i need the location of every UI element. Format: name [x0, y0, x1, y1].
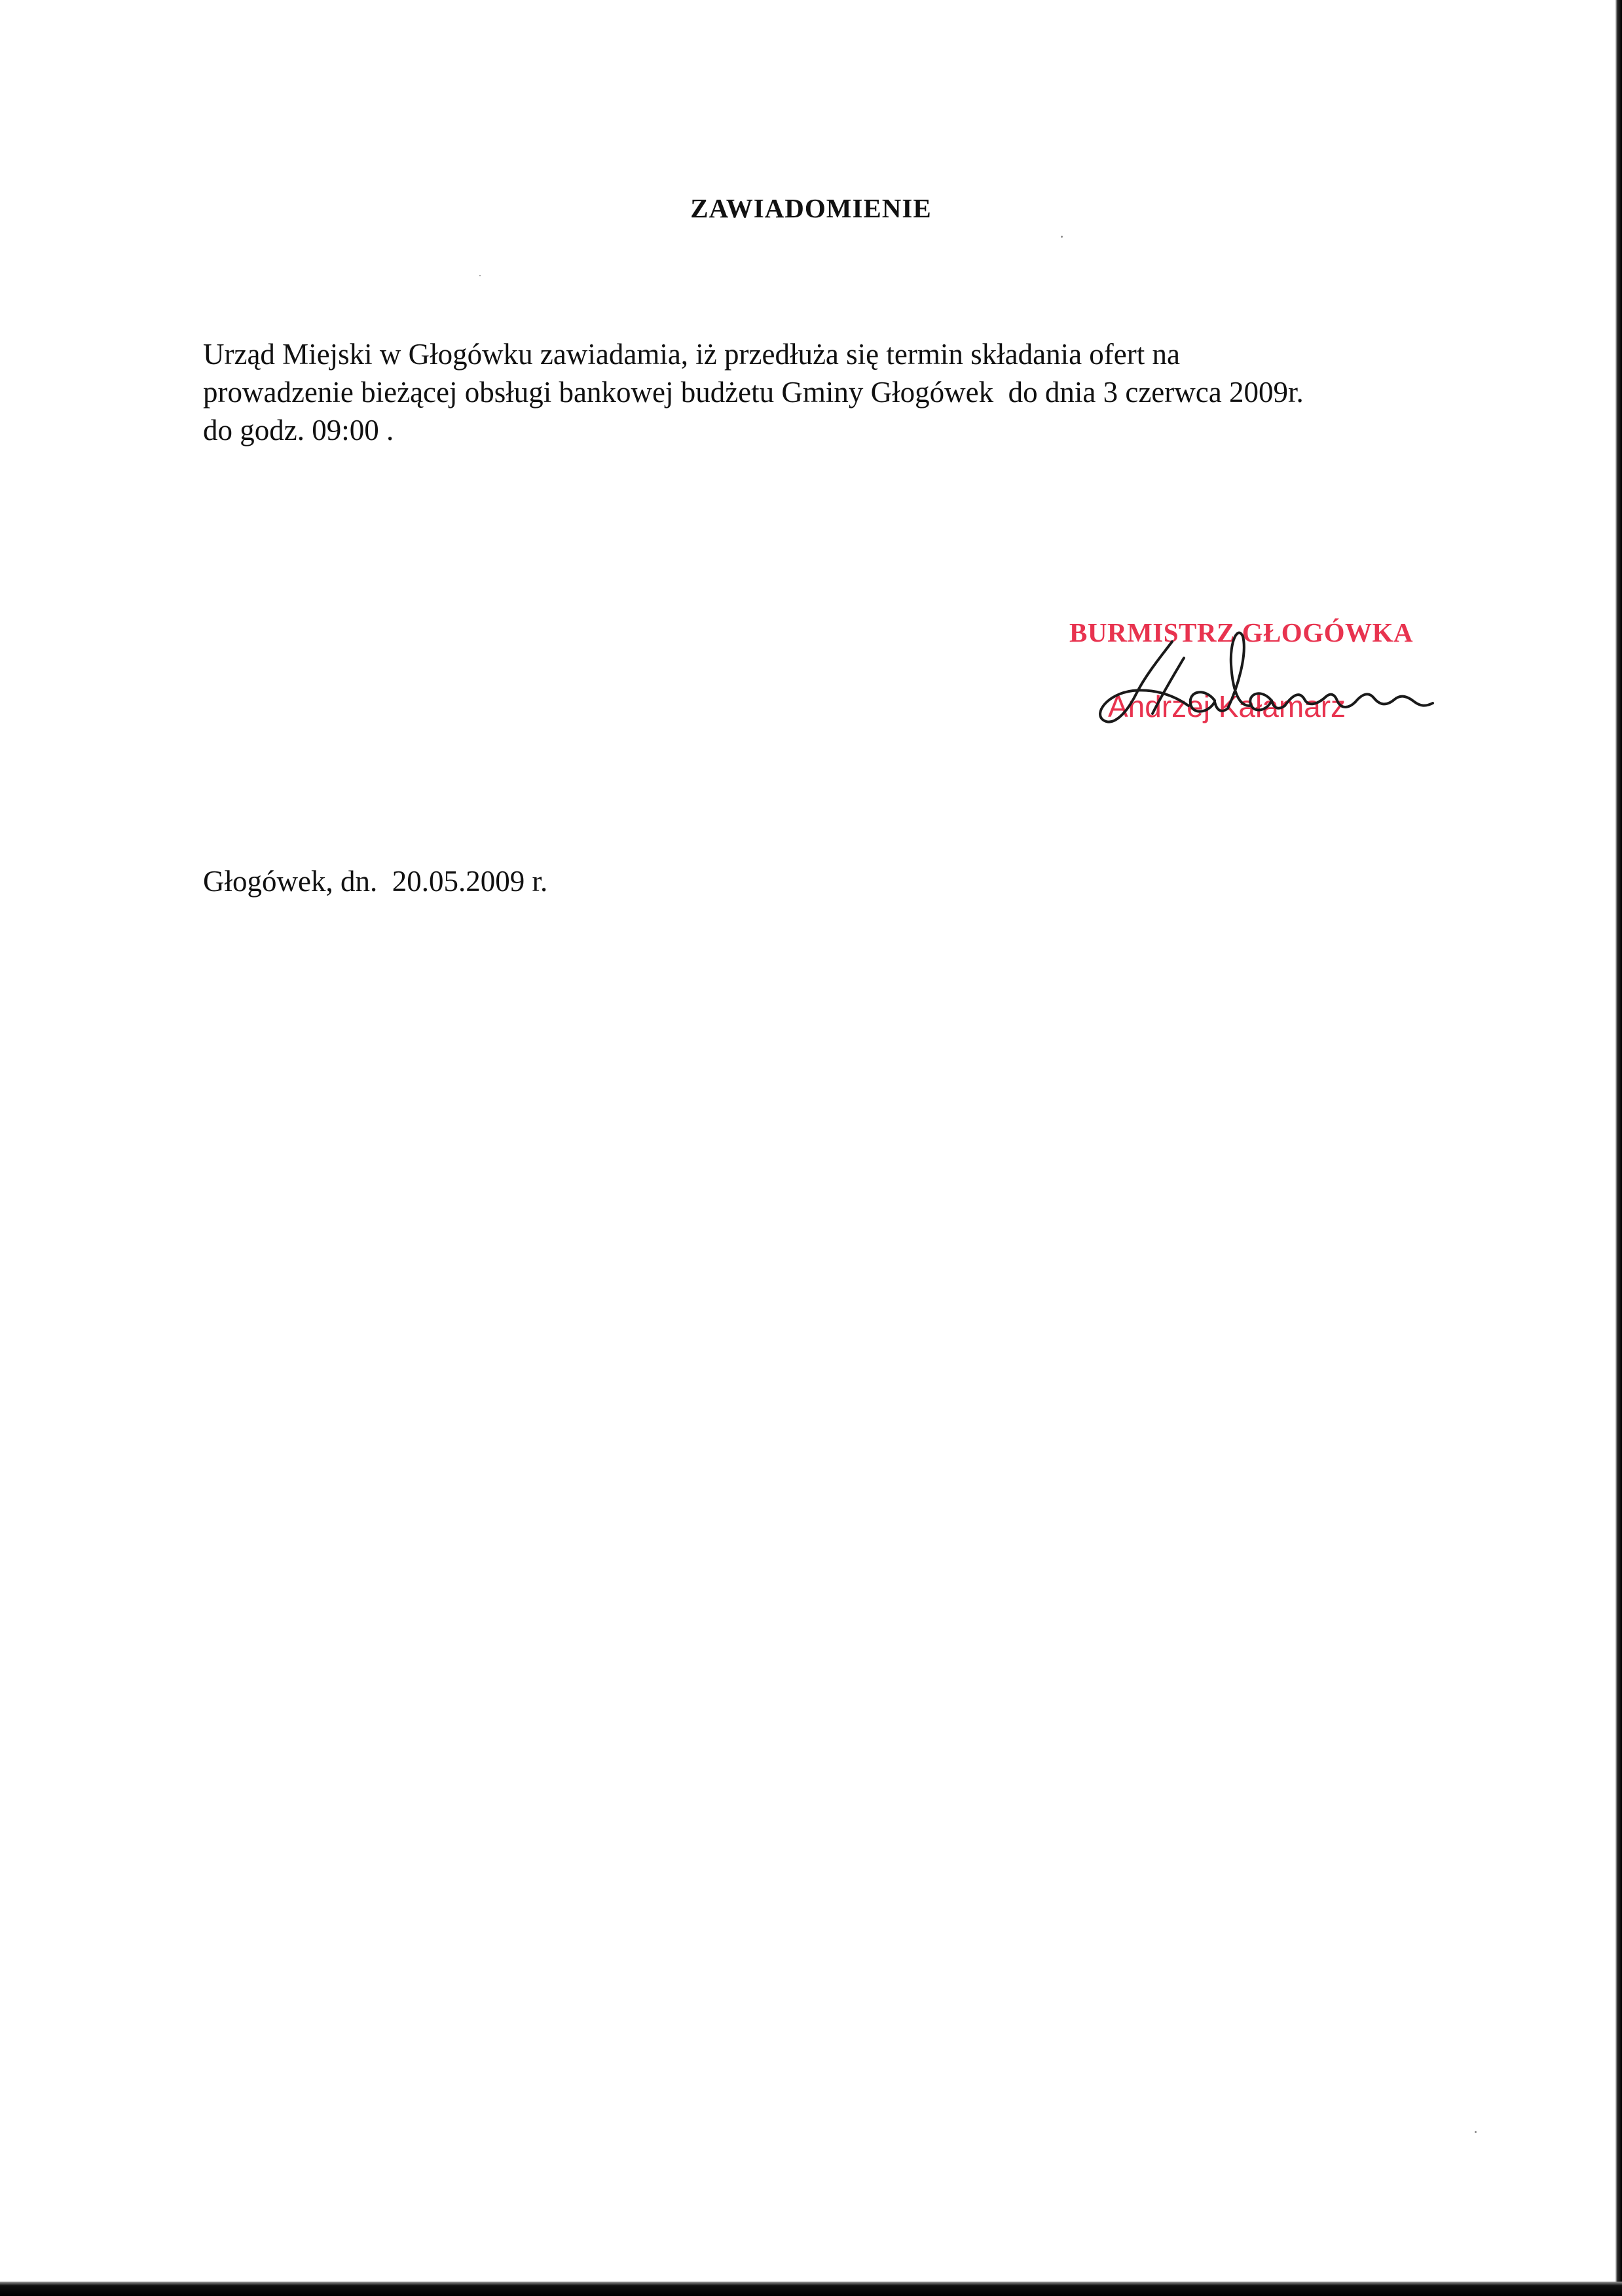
stamp-title: BURMISTRZ GŁOGÓWKA: [1069, 617, 1413, 647]
scan-border-right: [1615, 0, 1622, 2296]
document-title: ZAWIADOMIENIE: [690, 193, 932, 223]
notice-line-3: do godz. 09:00 .: [203, 414, 394, 446]
place-and-date: Głogówek, dn. 20.05.2009 r.: [203, 865, 548, 898]
scan-speck: [479, 275, 481, 276]
stamp-name: Andrzej Kałamarz: [1108, 689, 1346, 723]
scan-speck: [1475, 2131, 1477, 2133]
handwritten-signature: [1074, 629, 1441, 740]
scan-border-bottom: [0, 2282, 1622, 2296]
notice-body: [203, 335, 1500, 449]
scan-speck: [1061, 236, 1063, 238]
notice-line-2: prowadzenie bieżącej obsługi bankowej budżetu Gminy Głogówek do dnia 3 czerwca 2009r.: [203, 376, 1304, 409]
notice-line-1: Urząd Miejski w Głogówku zawiadamia, iż przedłuża się termin składania ofert na: [203, 338, 1180, 371]
